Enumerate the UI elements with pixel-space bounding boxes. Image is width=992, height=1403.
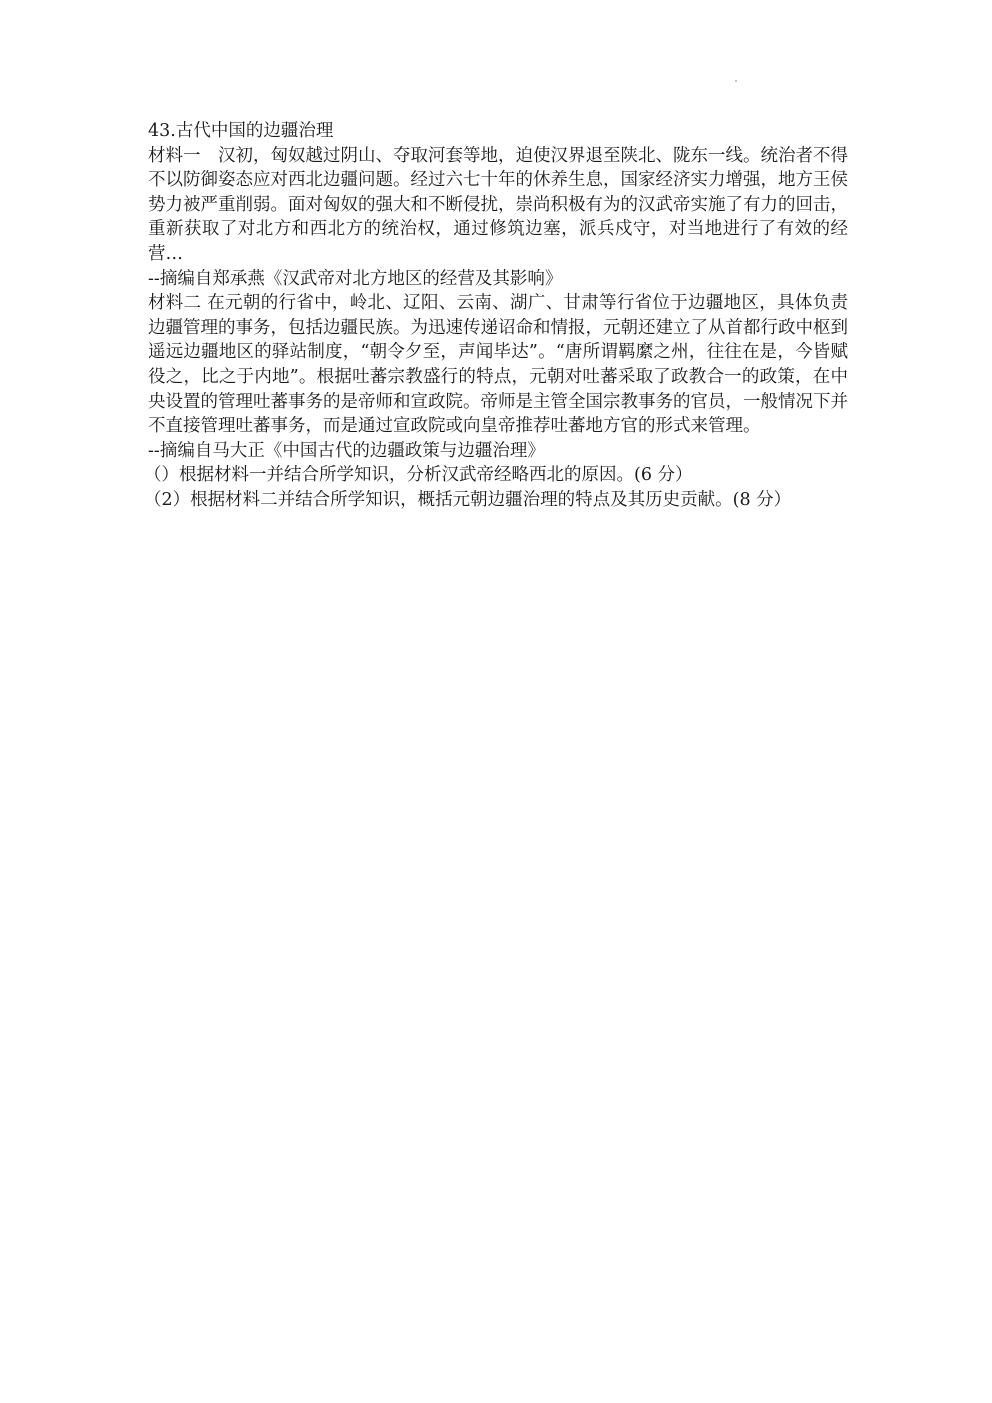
material-one-source: --摘编自郑承燕《汉武帝对北方地区的经营及其影响》 (148, 268, 563, 289)
material-two-source: --摘编自马大正《中国古代的边疆政策与边疆治理》 (148, 440, 545, 461)
question-title: 43.古代中国的边疆治理 (148, 121, 334, 141)
question-one: （）根据材料一并结合所学知识，分析汉武帝经略西北的原因。(6 分） (144, 465, 693, 486)
question-two: （2）根据材料二并结合所学知识，概括元朝边疆治理的特点及其历史贡献。(8 分） (144, 489, 792, 510)
material-two-text: 材料二 在元朝的行省中，岭北、辽阳、云南、湖广、甘肃等行省位于边疆地区，具体负责边疆管理的事务，包括边疆民族。为迅速传递诏命和情报，元朝还建立了从首都行政中枢到遥远边疆地区的驿站制度，“朝令夕至，声闻毕达”。“唐所谓羁縻之州，往往在是，今皆赋役之，比之于内地”。根据吐蕃宗教盛行的特点，元朝对吐蕃采取了政教合一的政策，在中央设置的管理吐蕃事务的是帝师和宣政院。帝师是主管全国宗教事务的官员，一般情况下并不直接管理吐蕃事务，而是通过宣政院或向皇帝推荐吐蕃地方官的形式来管理。 (148, 293, 848, 437)
material-one-text: 材料一 汉初，匈奴越过阴山、夺取河套等地，迫使汉界退至陕北、陇东一线。统治者不得不以防御姿态应对西北边疆问题。经过六七十年的休养生息，国家经济实力增强，地方王侯势力被严重削弱。面对匈奴的强大和不断侵扰，崇尚积极有为的汉武帝实施了有力的回击，重新获取了对北方和西北方的统治权，通过修筑边塞，派兵戍守，对当地进行了有效的经营… (148, 145, 848, 264)
scan-dot (735, 80, 737, 82)
question-block (144, 119, 848, 513)
